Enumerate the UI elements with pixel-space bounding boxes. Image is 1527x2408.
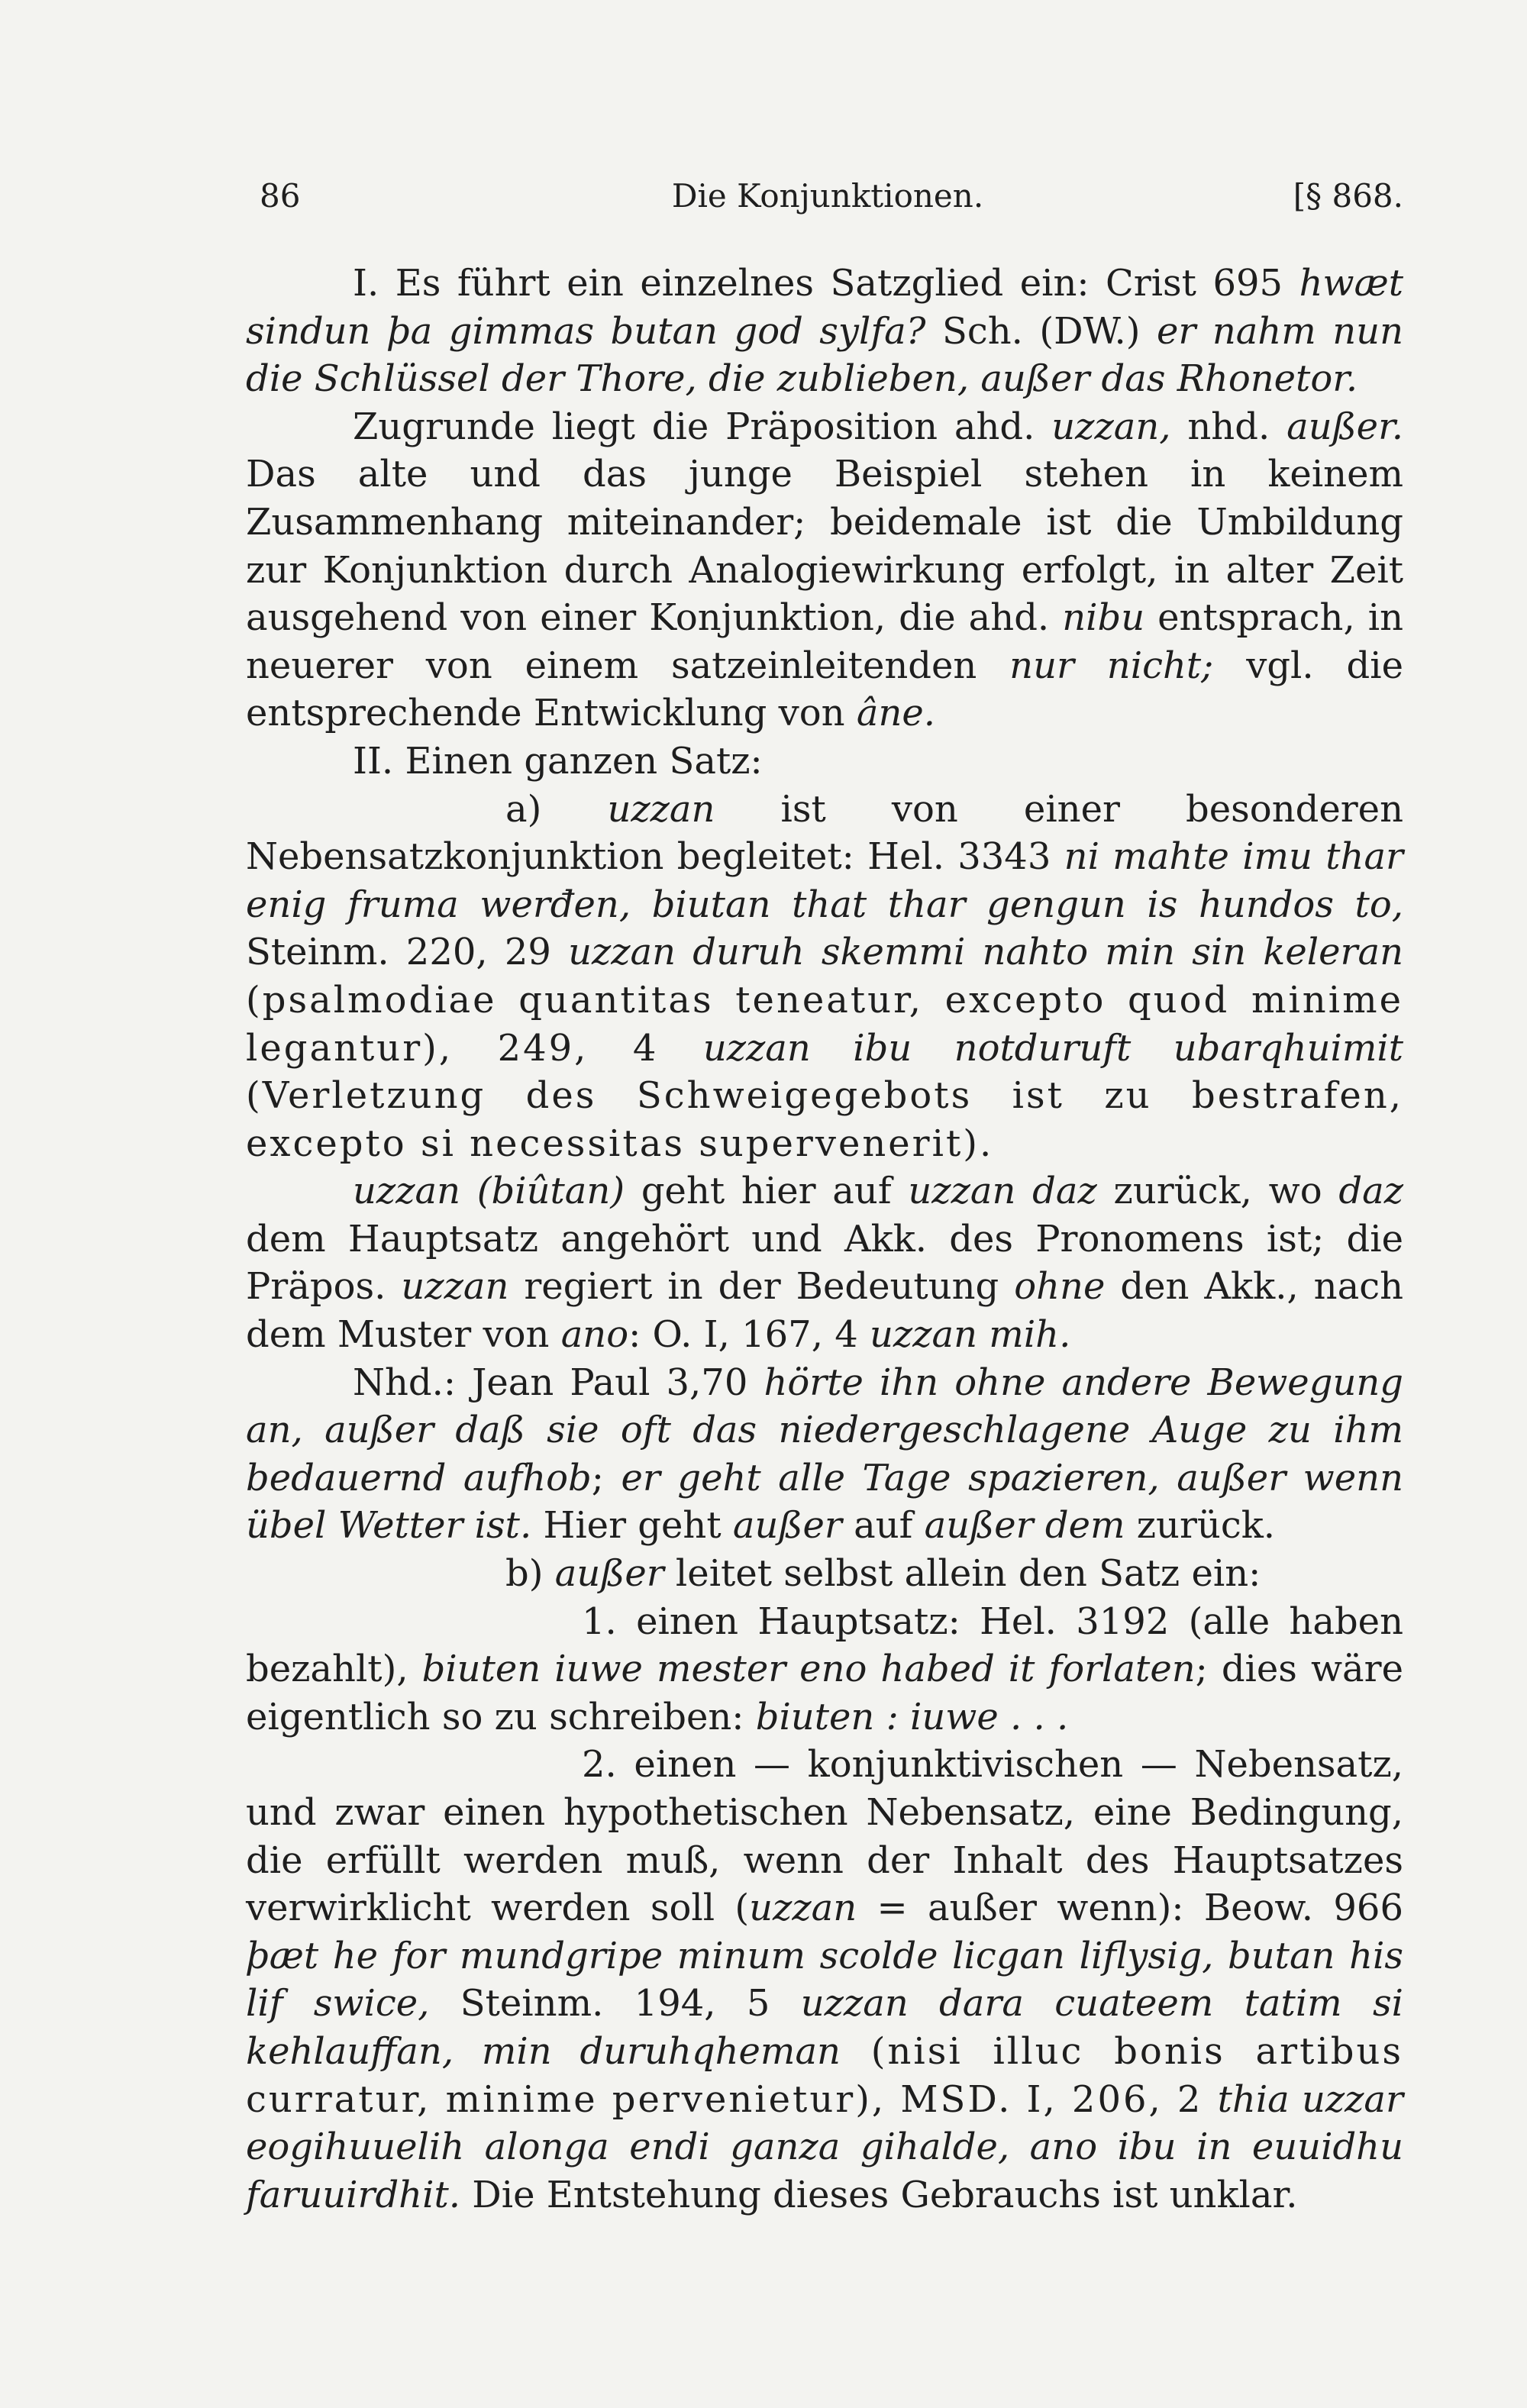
example: ni mahte imu thar enig fruma werđen, biutan that thar gengun is hundos to, xyxy=(246,835,1404,926)
term: ano xyxy=(560,1313,629,1357)
paragraph-9 xyxy=(246,1741,1403,2219)
text: regiert in der Bedeutung xyxy=(508,1265,1015,1309)
term: âne. xyxy=(856,692,936,735)
term: ohne xyxy=(1014,1265,1106,1309)
text: ist von einer besonderen Nebensatzkonjunktion begleitet: Hel. 3343 xyxy=(246,787,1404,879)
latin-gloss: (Verletzung des Schweigegebots ist zu bestrafen, excepto si necessitas supervenerit). xyxy=(246,1074,1403,1165)
latin-gloss: (psalmodiae quantitas teneatur, excepto quod minime legantur), 249, 4 xyxy=(246,978,1403,1070)
running-head xyxy=(252,177,1403,223)
example: biuten iuwe mester eno habed it forlaten xyxy=(421,1648,1196,1691)
term: außer dem xyxy=(924,1504,1125,1548)
latin-gloss: (nisi illuc bonis artibus curratur, minime pervenietur), MSD. I, 206, 2 xyxy=(246,2029,1404,2121)
text: a) xyxy=(505,787,608,831)
paragraph-2 xyxy=(246,403,1403,738)
example: uzzan mih. xyxy=(870,1313,1071,1357)
text: Das alte und das junge Beispiel stehen in keinem Zusammenhang miteinander; beidemale ist die Umbildung zur Konjunktion durch Analogiewirkung erfolgt, in alter Zeit ausgehend von einer Konjunktion, die ahd. xyxy=(246,453,1403,640)
text: nhd. xyxy=(1170,405,1287,448)
term: uzzan daz xyxy=(908,1170,1097,1213)
page-number: 86 xyxy=(260,177,301,215)
text: : O. I, 167, 4 xyxy=(628,1313,870,1357)
chapter-title: Die Konjunktionen. xyxy=(671,177,984,215)
text: I. Es führt ein einzelnes Satzglied ein: Crist 695 xyxy=(353,262,1299,305)
text: vgl. die entsprechende Entwicklung von xyxy=(246,644,1404,735)
section-number: [§ 868. xyxy=(1293,177,1403,215)
example-ags: hwæt sindun þa gimmas butan god sylfa? xyxy=(246,262,1403,353)
text: zurück, wo xyxy=(1096,1170,1339,1213)
example: þæt he for mundgripe minum scolde licgan liflysig, butan his lif swice, xyxy=(246,1934,1403,2025)
text: auf xyxy=(841,1504,925,1548)
text: entsprach, in neuerer von einem satzeinleitenden xyxy=(246,596,1403,687)
text: b) xyxy=(505,1552,555,1596)
example: uzzan duruh skemmi nahto min sin keleran xyxy=(568,931,1404,974)
example: er geht alle Tage spazieren, außer wenn übel Wetter ist. xyxy=(246,1456,1403,1548)
paragraph-8 xyxy=(246,1598,1403,1741)
example-nhd: er nahm nun die Schlüssel der Thore, die zublieben, außer das Rhonetor. xyxy=(246,309,1403,401)
text: Steinm. 220, 29 xyxy=(246,931,569,974)
text: dem Hauptsatz angehört und Akk. des Pronomens ist; die Präpos. xyxy=(246,1217,1403,1309)
example: hörte ihn ohne andere Bewegung an, außer daß sie oft das niedergeschlagene Auge zu ihm bedauernd aufhob xyxy=(246,1361,1403,1499)
term: nibu xyxy=(1062,596,1145,640)
example: biuten : iuwe . . . xyxy=(755,1695,1069,1738)
text: Hier geht xyxy=(531,1504,733,1548)
text: zurück. xyxy=(1125,1504,1276,1548)
example: uzzan ibu notduruft ubarqhuimit xyxy=(702,1026,1403,1070)
paragraph-6 xyxy=(246,1359,1403,1550)
term: uzzan xyxy=(401,1265,509,1309)
term: uzzan xyxy=(607,787,715,831)
text: Sch. (DW.) xyxy=(925,309,1157,353)
paragraph-4 xyxy=(246,786,1403,1168)
term: uzzan, xyxy=(1051,405,1171,448)
text: Die Entstehung dieses Gebrauchs ist unklar. xyxy=(460,2173,1298,2216)
text: ; dies wäre eigentlich so zu schreiben: xyxy=(246,1648,1403,1738)
paragraph-3: II. Einen ganzen Satz: xyxy=(353,739,763,783)
paragraph-5 xyxy=(246,1167,1403,1358)
example: uzzan dara cuateem tatim si kehlauffan, min duruhqheman xyxy=(246,1982,1404,2073)
text: 2. einen — konjunktivischen — Nebensatz, und zwar einen hypothetischen Nebensatz, eine Bedingung, die erfüllt werden muß, wenn der Inhalt des Hauptsatzes verwirklicht werden soll ( xyxy=(246,1743,1403,1930)
paragraph-1 xyxy=(246,260,1403,403)
term: uzzan (biûtan) xyxy=(353,1170,625,1213)
example: thia uzzar eogihuuelih alonga endi ganza gihalde, ano ibu in euuidhu faruuirdhit. xyxy=(246,2077,1403,2216)
text: = außer wenn): Beow. 966 xyxy=(857,1887,1403,1930)
term: außer xyxy=(554,1552,664,1596)
text: ; xyxy=(591,1456,621,1499)
term: nur nicht; xyxy=(1009,644,1214,687)
term: daz xyxy=(1338,1170,1404,1213)
text: geht hier auf xyxy=(625,1170,909,1213)
text: 1. einen Hauptsatz: Hel. 3192 (alle haben bezahlt), xyxy=(246,1599,1403,1691)
term: uzzan xyxy=(749,1887,857,1930)
text: Nhd.: Jean Paul 3,70 xyxy=(353,1361,764,1404)
text: Zugrunde liegt die Präposition ahd. xyxy=(353,405,1052,448)
text: den Akk., nach dem Muster von xyxy=(246,1265,1404,1357)
term: außer xyxy=(732,1504,842,1548)
term: außer. xyxy=(1286,405,1404,448)
text: Steinm. 194, 5 xyxy=(429,1982,801,2025)
page-body xyxy=(246,260,1403,2219)
text: leitet selbst allein den Satz ein: xyxy=(663,1552,1261,1596)
paragraph-7 xyxy=(246,1550,1403,1598)
